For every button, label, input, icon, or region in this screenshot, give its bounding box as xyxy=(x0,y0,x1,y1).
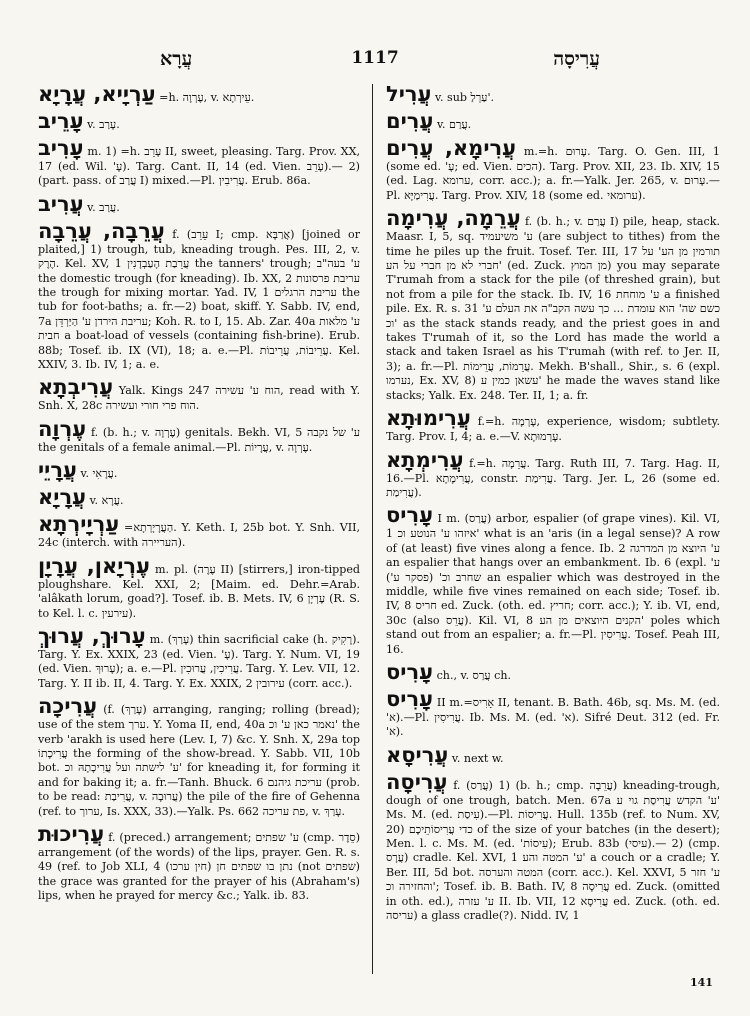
entry-headword: עַרְיָירְתָא xyxy=(38,512,120,537)
entry-headword: עֲרֵבָה, עֲרֵבָה xyxy=(38,218,165,243)
dictionary-entry xyxy=(386,770,720,924)
dictionary-entry xyxy=(38,458,360,482)
dictionary-entry xyxy=(386,406,720,444)
entry-definition: f. (עֲרַס) 1) (b. h.; cmp. עֲרֵבָה) kneading-trough, dough of one trough, batch. Men. 67a ע' הקדש עֲרִיסַת גוי ע' Ms. M. (ed. עִיסַת).—Pl. עֲרִיסוֹת. Hull. 135b (ref. to Num. XV, 20) כדי עֲרִיסוֹתֵיכֶם of the size of your batches (in the desert); Men. l. c. Ms. M. (ed. 'עִיסוֹת); Erub. 83b (עיסי).— 2) (cmp. עֲרָס) cradle. Kel. XVI, 1 ע' המטה והע' a couch or a cradle; Y. Ber. III, 5d bot. המטה והערסה (corr. acc.). Kel. XXVI, 5 ע' חזר והחזירה וכ'; Tosef. ib. B. Bath. IV, 8 עֲרִיסָה ed. Zuck. (omitted in oth. ed.), ע' עזרה II. Ib. VII, 12 עֲרִיסָא ed. Zuck. (oth. ed. עריסה) a glass cradle(?). Nidd. IV, 1 xyxy=(386,778,720,923)
dictionary-entry xyxy=(38,554,360,621)
entry-definition: v. עֲרָא. xyxy=(89,494,124,508)
dictionary-entry xyxy=(38,109,360,133)
entry-headword: עָרִיס xyxy=(386,659,434,684)
entry-definition: ch., v. עֲרַס ch. xyxy=(436,668,512,682)
entry-headword: עַרְיָיא, עֲרָיָא xyxy=(38,82,156,106)
dictionary-entry xyxy=(38,512,360,550)
dictionary-entry xyxy=(386,109,720,133)
entry-definition: II m.=אָרִיס II, tenant. B. Bath. 46b, sq. Ms. M. (ed. 'א).—Pl. עֲרִיסִין. Ib. Ms. M. (ed. 'א). Sifré Deut. 312 (ed. Fr. 'א). xyxy=(386,695,720,739)
entry-definition: =h. עֶרְוָה, v. עֵירְתָא. xyxy=(159,91,255,104)
entry-headword: עֲרִימְתָא xyxy=(386,447,464,472)
entry-definition: Yalk. Kings 247 הוח ע' עשירה, read with Y. Snh. X, 28c הוח פרי חורי ועשירה. xyxy=(38,384,360,413)
dictionary-entry xyxy=(38,694,360,819)
entry-definition: v. עֲרָאִי. xyxy=(80,467,118,481)
entry-headword: עֲרָיָא xyxy=(38,485,87,510)
entry-headword: עֶרְוָה xyxy=(38,416,87,441)
dictionary-entry xyxy=(386,82,720,106)
running-head-left: עֲרָא xyxy=(160,48,193,70)
right-column xyxy=(386,82,720,988)
entry-definition: v. sub עַרְלַ'. xyxy=(435,91,495,104)
dictionary-entry xyxy=(386,687,720,740)
dictionary-entry xyxy=(38,417,360,455)
dictionary-entry xyxy=(38,624,360,691)
entry-headword: עֲרִיכוּת xyxy=(38,821,105,846)
entry-definition: v. עָרַב. xyxy=(87,118,120,131)
entry-headword: עֲרִים xyxy=(386,109,434,133)
entry-definition: f. (b. h.; v. עֶרְוָה) genitals. Bekh. VI, 5 ע' של נקבה the genitals of a female animal.—Pl. עֲרָיוֹת, v. עֶרְוָה. xyxy=(38,425,360,454)
dictionary-entry xyxy=(38,822,360,904)
entry-definition: m. (עָרַךְ) thin sacrificial cake (h. רָקִיק). Targ. Y. Ex. XXIX, 23 (ed. Vien. 'עָ). Targ. Y. Num. VI, 19 (ed. Vien. עָרוּךְ); a. e.—Pl. עֲרִיכִין, עֲרוּכִין. Targ. Y. Lev. VII, 12. Targ. Y. II ib. II, 4. Targ. Y. Ex. XXIX, 2 עירובין (corr. acc.). xyxy=(38,632,360,690)
entry-definition: v. next w. xyxy=(451,751,504,765)
entry-headword: עֲרִיבְתָא xyxy=(38,375,114,400)
entry-definition: f. (preced.) arrangement; ע' שפתים (cmp. סֵדֶר) arrangement (of the words) of the lips, prayer. Gen. R. s. 49 (ref. to Job XLI, 4 (חין ערכו) נתן בו שפתים חן (not שפתים) the grace was granted for the prayer of his (Abraham's) lips, when he prayed for mercy &c.; Yalk. ib. 83. xyxy=(38,830,360,903)
entry-headword: עֲרִיב xyxy=(38,191,84,216)
entry-definition: f. (עֵרֵב I; cmp. אֲרַבָּא) [joined or plaited,] 1) trough, tub, kneading trough. Pes. III, 2, v. הֶרֶק. Kel. XV, 1 עֲרֵבַת הָעַבְדָנִין the tanners' trough; ע' בעה"ב the domestic trough (for kneading). Ib. XX, 2 עריבת פרסונות the trough for mixing mortar. Yad. IV, 1 עריבת הרגלים the tub for foot-baths; a. fr.—2) boat, skiff. Y. Sabb. IV, end, 7a עריבת הירדן ע' הַיַּרְדֵּן; Koh. R. to I, 15. Ab. Zar. 40a ע' מלאות חבית a boat-load of vessels (containing fish-brine). Erub. 88b; Tosef. ib. IX (VI), 18; a. e.—Pl. עֲרֵיבוֹת, עֲרֵיבוֹת. Kel. XXIV, 3. Ib. IV, 1; a. e. xyxy=(38,227,360,372)
entry-definition: (f. (עָרַךְ) arranging, ranging; rolling (bread); use of the stem ערך. Y. Yoma II, end, 40a נאמר כאן ע' וכ' the verb 'arakh is used here (Lev. I, 7) &c. Y. Snh. X, 29a top עֲרִיכָתוֹ the forming of the show-bread. Y. Sabb. VII, 10b bot. ע' לישתה ועל עֲרִיכָתָהּ וכ' for kneading it, for forming it and for baking it; a. fr.—Tanh. Bhuck. 6 עריכת גיהנם (prob. to be read: עֲרִיבַת, v. עֲרוּבָה) the pile of the fire of Gehenna (ref. to ערוך, Is. XXX, 33).—Yalk. Ps. 662 פת עריכה, v. עָרַךְ. xyxy=(38,703,360,818)
signature-mark: 141 xyxy=(690,976,713,989)
entry-headword: עָרֵיב xyxy=(38,109,84,133)
entry-definition: I m. (עֲרַס) arbor, espalier (of grape vines). Kil. VI, 1 איזהו ע' הנוטע וכ' what is an 'aris (in a legal sense)? A row of (at least) five vines along a fence. Ib. 2 ע' היוצא מן המדרגה an espalier that hangs over an embankment. Ib. 6 (expl. ע' שחרב וכ' (פסקר ע') an espalier which was destroyed in the middle, while five vines remained on each side; Tosef. ib. IV, 8 חריס ed. Zuck. (oth. ed. חריץ; corr. acc.); Y. ib. VI, end, 30c (also עֲרֵס). Kil. VI, 8 הקנים היוצאים מן הע' poles which stand out from an espalier; a. fr.—Pl. עֲרִיסִין. Tosef. Peah III, 16. xyxy=(386,512,720,656)
entry-headword: עֲרִיל xyxy=(386,82,432,106)
dictionary-entry xyxy=(38,82,360,106)
entry-headword: עָרִיס xyxy=(386,503,434,528)
entry-definition: m.=h. עָרוּם. Targ. O. Gen. III, 1 (some ed. 'עָ; ed. Vien. הכים). Targ. Prov. XII, 23. Ib. XIV, 15 (ed. Lag. ערומא, corr. acc.); a. fr.—Yalk. Jer. 265, v. עָרוּם.— Pl. עֲרִימַיָּא. Targ. Prov. XIV, 18 (some ed. ערומאי). xyxy=(386,145,720,202)
entry-definition: f. (b. h.; v. עֲרַם I) pile, heap, stack. Maasr. I, 5, sq. ע' משיעמיד (are subject to tithes) from the time he piles up the fruit. Tosef. Ter. III, 17 תורמין מן הע' על חברי לא מן חברי על הע' (ed. Zuck. מן המוץ) you may separate T'rumah from a stack for the pile (of threshed grain), but not from a pile for the stack. Ib. IV, 16 ע' מוחחת a finished pile. Ex. R. s. 31 כשם שה' הוא עומדת ... כך עשה הקב"ה את העלם ע' וכ' as the stack stands ready, and the priest goes in and takes T'rumah of it, so the Lord has made the world a stack and taken Israel as his T'rumah (with ref. to Jer. II, 3); a. fr.—Pl. עֲרֵמוֹת, עֲרֵימוֹת. Mekh. B'shall., Shir., s. 6 (expl. נערמו, Ex. XV, 8) עשאן כמין ע' he made the waves stand like stacks; Yalk. Ex. 248. Ter. II, 1; a. fr. xyxy=(386,215,720,402)
entry-headword: עֲרִיסָה xyxy=(386,769,448,794)
entry-definition: f.=h. עֲרֵמָה. Targ. Ruth III, 7. Targ. Hag. II, 16.—Pl. עֲרִימָתָא, constr. עֲרִימַת. Targ. Jer. L, 26 (some ed. עֲרִימַת). xyxy=(386,456,720,499)
dictionary-entry xyxy=(38,485,360,509)
dictionary-entry xyxy=(386,136,720,203)
column-divider xyxy=(372,84,373,974)
dictionary-entry xyxy=(386,503,720,657)
entry-definition: f.=h. עָרְמָה, experience, wisdom; subtlety. Targ. Prov. I, 4; a. e.—V. עָרְמוּתָא. xyxy=(386,415,720,444)
dictionary-entry xyxy=(38,375,360,413)
entry-headword: עֲרִימָא, עֲרִים xyxy=(386,136,517,160)
entry-headword: עָרוּךְ, עֲרוּךְ xyxy=(38,623,146,648)
entry-definition: v. עֲרַם. xyxy=(436,118,472,131)
entry-definition: m. pl. (עֶרֶה II) [stirrers,] iron-tipped ploughshare. Kel. XXI, 2; [Maim. ed. Dehr.=Arab. 'alâkath lorum, goad?]. Tosef. ib. B. Mets. IV, 6 עֶרְיָן (R. S. to Kel. l. c. עירעין). xyxy=(38,562,360,620)
dictionary-entry xyxy=(38,136,360,189)
entry-headword: עֶרְיָאן, עֲרָיָן xyxy=(38,553,151,578)
dictionary-entry xyxy=(386,206,720,403)
dictionary-entry xyxy=(386,660,720,684)
entry-headword: עֲרִיכָה xyxy=(38,694,98,719)
entry-headword: עֲרִיסָא xyxy=(386,742,449,767)
page-header xyxy=(40,44,710,74)
running-head-right: עֲרִיסָה xyxy=(553,48,600,70)
entry-definition: v. עֲרַב. xyxy=(87,200,120,214)
entry-headword: עֲרִימוּתָא xyxy=(386,406,471,431)
dictionary-entry xyxy=(38,219,360,373)
entry-headword: עֲרֵמָה, עֲרִימָה xyxy=(386,206,521,231)
dictionary-entry xyxy=(38,192,360,216)
dictionary-entry xyxy=(386,448,720,501)
entry-definition: =הַעֲרָיָרְתָא. Y. Keth. I, 25b bot. Y. Snh. VII, 24c (interch. with העריירה). xyxy=(38,521,360,550)
entry-definition: m. 1) =h. עָרֵב II, sweet, pleasing. Targ. Prov. XX, 17 (ed. Wil. 'עָ). Targ. Cant. II, 14 (ed. Vien. עָרֵב).— 2) (part. pass. of עֲרַב I) mixed.—Pl. עֲרִיבִין. Erub. 86a. xyxy=(38,145,360,188)
entry-headword: עָרִיב xyxy=(38,136,84,160)
dictionary-entry xyxy=(386,743,720,767)
entry-headword: עֲרָיֵי xyxy=(38,458,77,483)
left-column xyxy=(38,82,360,988)
entry-headword: עָרִיס xyxy=(386,686,434,711)
page-number: 1117 xyxy=(351,48,399,68)
